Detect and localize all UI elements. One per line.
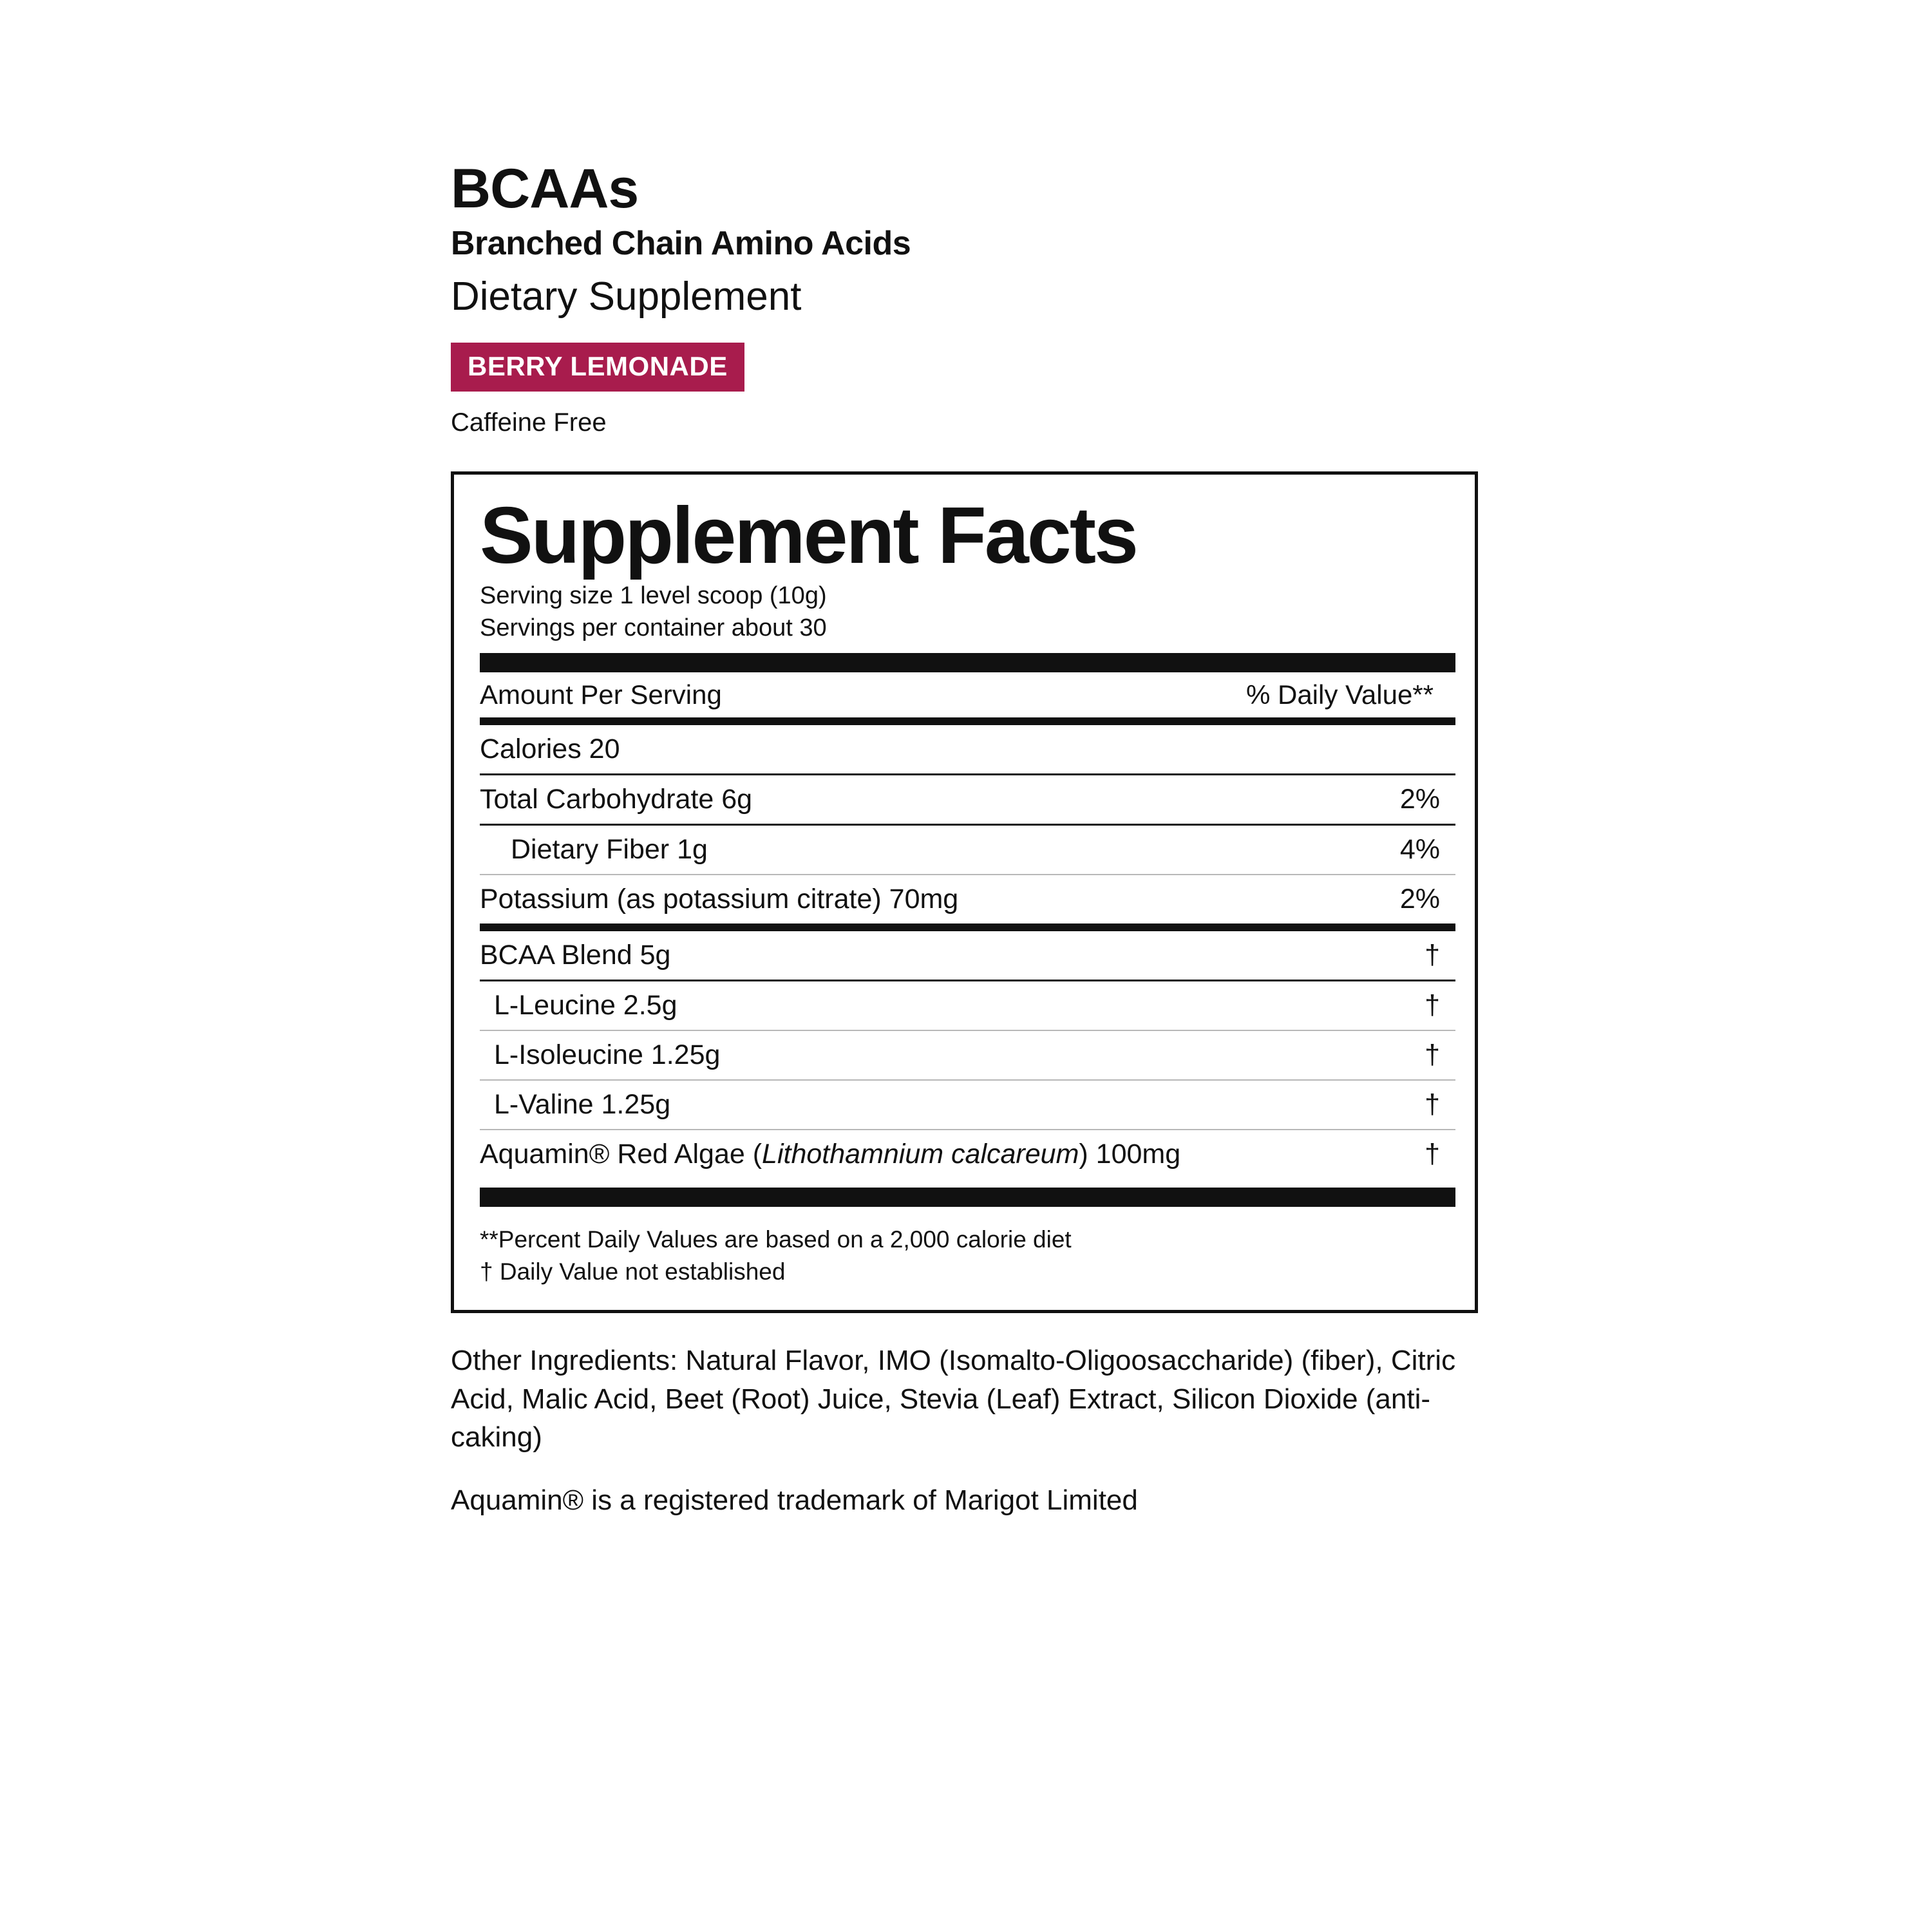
trademark-note: Aquamin® is a registered trademark of Marigot Limited bbox=[451, 1484, 1138, 1517]
row-value: † bbox=[1425, 1139, 1440, 1170]
table-row bbox=[480, 1081, 1455, 1129]
table-row bbox=[480, 826, 1455, 874]
table-row bbox=[480, 875, 1455, 923]
row-value: † bbox=[1425, 940, 1440, 971]
product-name: BCAAs bbox=[451, 158, 639, 220]
aquamin-prefix: Aquamin® Red Algae ( bbox=[480, 1139, 762, 1170]
daily-value-label: % Daily Value** bbox=[1245, 679, 1434, 710]
caffeine-free-note: Caffeine Free bbox=[451, 408, 607, 437]
row-label: BCAA Blend 5g bbox=[480, 940, 671, 971]
row-label: Dietary Fiber 1g bbox=[511, 834, 708, 866]
row-label: Total Carbohydrate 6g bbox=[480, 784, 753, 815]
row-value: 2% bbox=[1399, 784, 1440, 815]
row-value: † bbox=[1425, 1039, 1440, 1071]
aquamin-suffix: ) 100mg bbox=[1079, 1139, 1181, 1170]
row-label: Potassium (as potassium citrate) 70mg bbox=[480, 884, 959, 915]
table-row bbox=[480, 725, 1455, 773]
row-value: 2% bbox=[1399, 884, 1440, 915]
supplement-facts-panel bbox=[451, 471, 1478, 1313]
supplement-label bbox=[451, 158, 1546, 1519]
row-label: Calories 20 bbox=[480, 734, 620, 765]
footnotes bbox=[480, 1224, 1455, 1288]
divider-thick-bottom bbox=[480, 1188, 1455, 1207]
row-label: L-Leucine 2.5g bbox=[494, 990, 677, 1021]
footnote-daily-values: **Percent Daily Values are based on a 2,000 calorie diet bbox=[480, 1226, 1072, 1253]
product-subtitle: Branched Chain Amino Acids bbox=[451, 225, 911, 262]
row-label: L-Valine 1.25g bbox=[494, 1089, 671, 1121]
row-label: L-Isoleucine 1.25g bbox=[494, 1039, 721, 1071]
table-row bbox=[480, 931, 1455, 980]
table-row bbox=[480, 1031, 1455, 1079]
other-ingredients: Other Ingredients: Natural Flavor, IMO (Isomalto-Oligoosaccharide) (fiber), Citric Acid, Malic Acid, Beet (Root) Juice, Stevia (Leaf) Extract, Silicon Dioxide (anti-caking) bbox=[451, 1345, 1456, 1453]
row-value: † bbox=[1425, 990, 1440, 1021]
amount-per-serving-label: Amount Per Serving bbox=[480, 679, 722, 710]
table-row-aquamin bbox=[480, 1130, 1455, 1179]
divider-thick-top bbox=[480, 653, 1455, 672]
row-value: † bbox=[1425, 1089, 1440, 1121]
serving-size: Serving size 1 level scoop (10g) bbox=[480, 582, 827, 610]
flavor-badge: BERRY LEMONADE bbox=[451, 343, 744, 392]
servings-per-container: Servings per container about 30 bbox=[480, 614, 827, 641]
table-row bbox=[480, 981, 1455, 1030]
footnote-dagger: † Daily Value not established bbox=[480, 1258, 786, 1285]
row-label bbox=[480, 1141, 1180, 1168]
supplement-facts-title: Supplement Facts bbox=[480, 491, 1137, 580]
product-type: Dietary Supplement bbox=[451, 274, 802, 319]
table-row bbox=[480, 775, 1455, 824]
table-header-row bbox=[480, 672, 1455, 717]
divider-med-2 bbox=[480, 923, 1455, 931]
divider-med-1 bbox=[480, 717, 1455, 725]
aquamin-species: Lithothamnium calcareum bbox=[762, 1139, 1079, 1170]
row-value: 4% bbox=[1399, 834, 1440, 866]
